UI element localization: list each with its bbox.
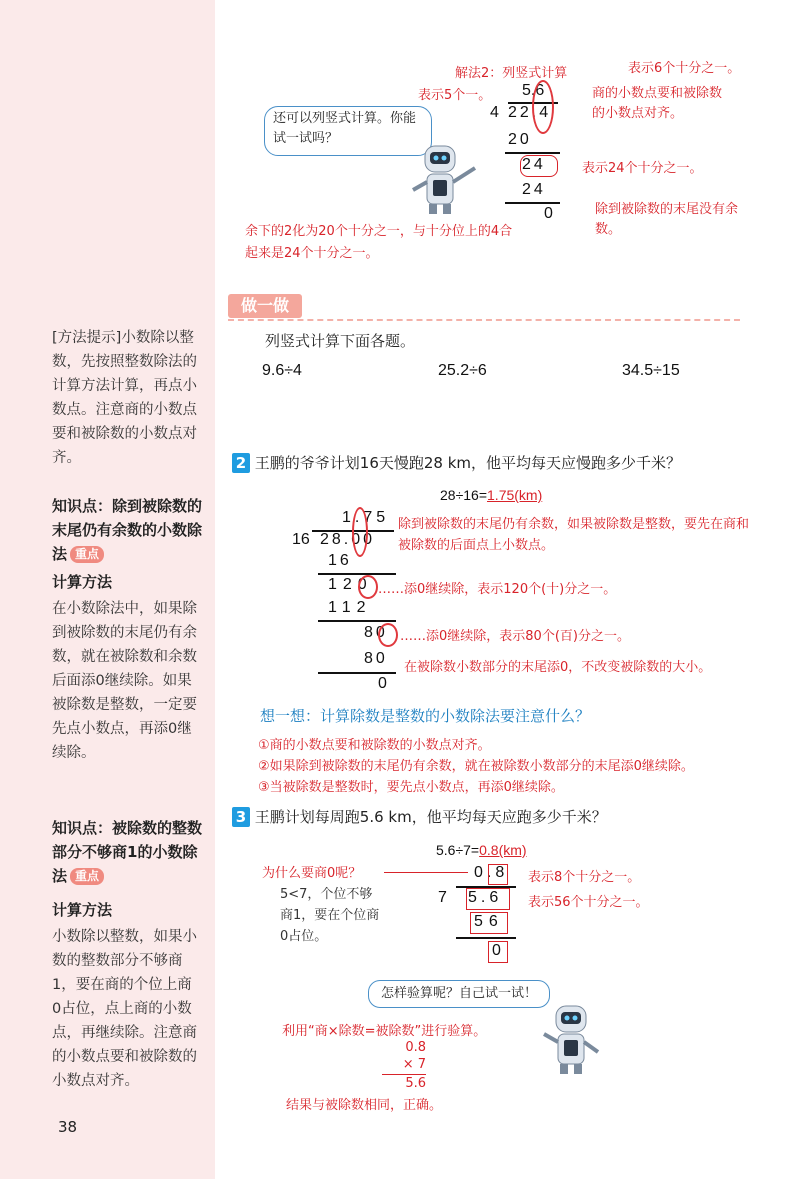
ex2-line1: [318, 573, 396, 575]
ex3-number: 3: [232, 807, 250, 827]
note-align: 商的小数点要和被除数的小数点对齐。: [592, 86, 723, 121]
think-item-1: ①商的小数点要和被除数的小数点对齐。: [258, 738, 491, 753]
ex3-note-56: 表示56个十分之一。: [528, 895, 649, 910]
ex2-r1: 16: [328, 552, 352, 569]
ex2-divisor: 16: [292, 531, 310, 548]
ex3-divisor: 7: [438, 889, 447, 906]
check-title: 利用“商×除数=被除数”进行验算。: [282, 1024, 487, 1039]
think-title: 想一想：计算除数是整数的小数除法要注意什么？: [260, 707, 591, 725]
page-number: 38: [58, 1118, 78, 1136]
kp2-title-text: 知识点：被除数的整数部分不够商1的小数除法: [52, 819, 203, 885]
ex3-note-8: 表示8个十分之一。: [528, 870, 641, 885]
ex2-note-120: ……添0继续除，表示120个(十)分之一。: [378, 582, 617, 597]
check-result: 结果与被除数相同，正确。: [286, 1098, 443, 1113]
kp2-sub: 计算方法: [52, 901, 113, 919]
robot-illustration: [405, 138, 500, 223]
think-item-2: ②如果除到被除数的末尾仍有余数，就在被除数小数部分的末尾添0继续除。: [258, 759, 694, 774]
ex3-r2: 0: [492, 942, 501, 959]
ex2-note-80: ……添0继续除，表示80个(百)分之一。: [400, 629, 630, 644]
m2-r1: 20: [508, 131, 532, 148]
practice-header: 做一做: [228, 294, 302, 318]
kp1-sub: 计算方法: [52, 573, 113, 591]
ex2-number: 2: [232, 453, 250, 473]
ex2-r2: 120: [328, 576, 373, 593]
m2-circle: [532, 80, 554, 134]
ex2-circle-point: [352, 507, 368, 557]
check-b: × 7: [402, 1057, 426, 1072]
note-five: 表示5个一。: [418, 88, 492, 103]
ex3-box-8: [488, 864, 508, 885]
m2-line1: [505, 152, 560, 154]
ex3-answer: 0.8(km): [479, 842, 527, 858]
kp2-badge: 重点: [70, 868, 104, 885]
ex2-circle-120: [358, 575, 378, 599]
ex2-r4: 80: [364, 624, 388, 641]
kp1-body: 在小数除法中，如果除到被除数的末尾仍有余数，就在被除数和余数后面添0继续除。如果被除数是整数，一定要先点小数点，再添0继续除。: [52, 601, 197, 761]
check-a: 0.8: [405, 1040, 426, 1055]
m2-box: [520, 155, 558, 177]
ex2-quotient: 1.75: [342, 509, 390, 526]
ex2-line2: [318, 620, 396, 622]
practice-problem-2: 25.2÷6: [438, 362, 487, 379]
m2-divisor: 4: [490, 104, 499, 121]
note-no-rem: 除到被除数的末尾没有余数。: [595, 202, 739, 237]
ex3-box-56: [466, 888, 510, 910]
ex2-question-row: [232, 452, 681, 473]
practice-problem-1: 9.6÷4: [262, 362, 302, 379]
ex2-r3: 112: [328, 599, 372, 616]
m2-dividend: 22.4: [508, 104, 552, 121]
m2-line2: [505, 202, 560, 204]
m2-r4: 0: [544, 205, 553, 222]
method2-title: 解法2：列竖式计算: [455, 66, 568, 81]
ex2-note-point: 除到被除数的末尾仍有余数，如果被除数是整数，要先在商和被除数的后面点上小数点。: [398, 517, 750, 553]
practice-bar: [228, 295, 740, 321]
ex3-line1: [456, 937, 516, 939]
ex2-r5: 80: [364, 650, 388, 667]
ex2-note-add0: 在被除数小数部分的末尾添0，不改变被除数的大小。: [404, 660, 712, 675]
ex3-question: 王鹏计划每周跑5.6 km，他平均每天应跑多少千米？: [254, 808, 607, 826]
check-line: [382, 1074, 426, 1075]
ex3-dividend: 5.6: [468, 889, 503, 906]
why-zero: 为什么要商0呢？: [262, 866, 362, 881]
method-tip: [方法提示]小数除以整数，先按照整数除法的计算方法计算，再点小数点。注意商的小数点要和被除数的小数点对齐。: [52, 330, 197, 466]
kp2-title: [52, 816, 202, 888]
kp1-title-text: 知识点：除到被除数的末尾仍有余数的小数除法: [52, 497, 203, 563]
ex2-dividend: 28.00: [320, 531, 376, 548]
ex3-r1: 56: [474, 913, 504, 930]
ex3-robot-bubble: 怎样验算呢？自己试一试！: [368, 980, 550, 1008]
ex2-equation-row: [440, 487, 542, 503]
ex3-reason: 5<7，个位不够商1，要在个位商0占位。: [280, 887, 380, 944]
note-tenth6: 表示6个十分之一。: [628, 61, 741, 76]
m2-quotient: 5.6: [522, 82, 545, 99]
ex3-box-r1: [470, 912, 508, 934]
ex3-question-row: [232, 806, 607, 827]
ex3-equation-row: [436, 842, 527, 858]
practice-instruction: 列竖式计算下面各题。: [265, 332, 416, 350]
ex2-line3: [318, 672, 396, 674]
kp1-title: [52, 494, 202, 566]
ex2-answer: 1.75(km): [487, 487, 543, 503]
note-bottom: 余下的2化为20个十分之一，与十分位上的4合起来是24个十分之一。: [245, 224, 513, 261]
ex3-box-r2: [488, 941, 508, 963]
why-zero-arrow: [384, 872, 468, 873]
robot-illustration-2: [536, 998, 616, 1088]
note-24: 表示24个十分之一。: [582, 161, 703, 176]
ex3-quotient: 0.8: [474, 864, 509, 881]
practice-problem-3: 34.5÷15: [622, 362, 680, 379]
m2-r2: 24: [522, 156, 546, 173]
ex2-r6: 0: [378, 675, 387, 692]
m2-r3: 24: [522, 181, 546, 198]
ex2-equation: 28÷16=: [440, 487, 488, 503]
ex2-circle-80: [378, 623, 398, 647]
think-item-3: ③当被除数是整数时，要先点小数点，再添0继续除。: [258, 780, 564, 795]
kp1-badge: 重点: [70, 546, 104, 563]
robot-bubble: 还可以列竖式计算。你能试一试吗？: [264, 106, 432, 156]
ex3-equation: 5.6÷7=: [436, 842, 480, 858]
kp2-body: 小数除以整数，如果小数的整数部分不够商1，要在商的个位上商0占位，点上商的小数点，再继续除。注意商的小数点要和被除数的小数点对齐。: [52, 929, 197, 1089]
check-c: 5.6: [405, 1076, 426, 1091]
ex2-question: 王鹏的爷爷计划16天慢跑28 km，他平均每天应慢跑多少千米？: [254, 454, 682, 472]
